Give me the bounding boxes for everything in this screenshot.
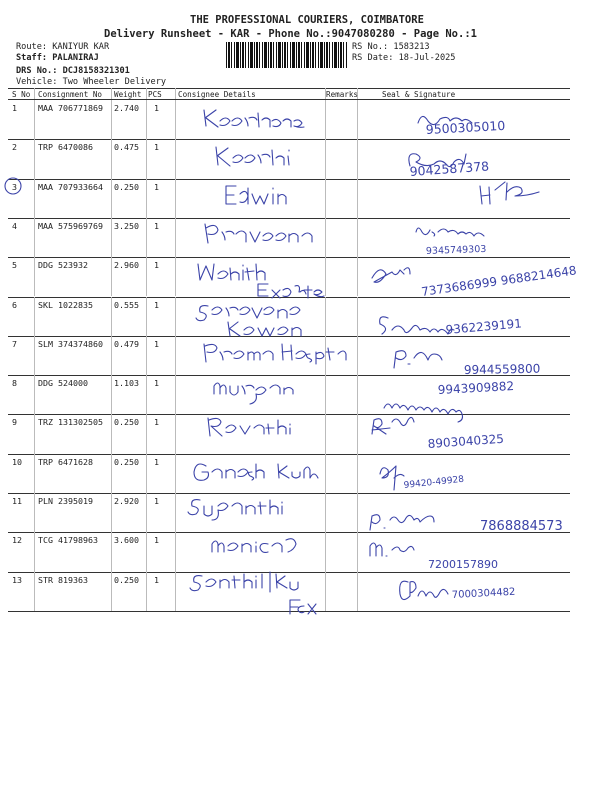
seal-signature: [394, 351, 442, 368]
seal-phone: 9362239191: [445, 316, 523, 337]
rs-date: RS Date: 18-Jul-2025: [352, 53, 456, 63]
consignee-signature: [204, 344, 273, 362]
rs-number: RS No.: 1583213: [352, 42, 430, 52]
cell-pcs: 1: [154, 574, 159, 585]
cell-sno: 11: [12, 496, 22, 506]
drs-label: DRS No.: DCJ8158321301: [16, 66, 130, 76]
seal-phone: 7373686999 9688214648: [420, 263, 578, 299]
cell-consignment: PLN 2395019: [38, 496, 93, 506]
cell-consignment: TRZ 131302505: [38, 417, 103, 428]
cell-sno: 7: [12, 338, 17, 349]
cell-pcs: 1: [154, 181, 159, 192]
consignee-signature: [282, 344, 346, 364]
seal-signature: [416, 228, 484, 236]
cell-sno: 2: [12, 142, 17, 153]
col-header-seal: Seal & Signature: [382, 90, 456, 99]
cell-weight: 2.740: [114, 103, 139, 113]
cell-weight: 0.479: [114, 338, 139, 349]
cell-consignment: MAA 575969769: [38, 220, 103, 231]
cell-sno: 12: [12, 535, 22, 546]
consignee-signature: [190, 572, 298, 592]
consignee-signature: [205, 224, 312, 243]
cell-pcs: 1: [154, 496, 159, 506]
cell-sno: 9: [12, 417, 17, 428]
cell-weight: 0.250: [114, 181, 139, 192]
seal-phone: 7000304482: [451, 586, 516, 601]
col-header-sno: S No: [12, 90, 31, 99]
col-header-pcs: PCS: [148, 90, 162, 99]
cell-consignment: DDG 524000: [38, 378, 88, 389]
seal-signature: [372, 417, 414, 434]
cell-pcs: 1: [154, 103, 159, 113]
staff-label: Staff: PALANIRAJ: [16, 53, 99, 63]
consignee-signature: [290, 600, 316, 614]
cell-weight: 2.920: [114, 496, 139, 506]
consignee-signature: [212, 539, 296, 553]
cell-weight: 3.600: [114, 535, 139, 546]
seal-phone: 9943909882: [437, 379, 515, 397]
seal-signature: [370, 543, 414, 556]
consignee-signature: [226, 186, 286, 204]
cell-sno: 13: [12, 574, 22, 585]
seal-phone: 99420-49928: [403, 474, 465, 491]
seal-phone: 9500305010: [425, 117, 506, 137]
cell-weight: 0.250: [114, 456, 139, 467]
cell-sno: 8: [12, 378, 17, 389]
company-title: THE PROFESSIONAL COURIERS, COIMBATORE: [190, 14, 424, 26]
seal-signature: [400, 581, 448, 599]
cell-pcs: 1: [154, 378, 159, 389]
seal-phone: 9042587378: [409, 158, 490, 179]
seal-signature: [380, 466, 404, 490]
cell-pcs: 1: [154, 260, 159, 271]
col-header-weight: Weight: [114, 90, 142, 99]
cell-weight: 0.475: [114, 142, 139, 153]
cell-pcs: 1: [154, 456, 159, 467]
cell-consignment: SKL 1022835: [38, 299, 93, 310]
cell-sno: 4: [12, 220, 17, 231]
cell-consignment: STR 819363: [38, 574, 88, 585]
cell-weight: 3.250: [114, 220, 139, 231]
consignee-signature: [214, 383, 293, 404]
cell-consignment: TRP 6470086: [38, 142, 93, 153]
seal-phone: 7868884573: [480, 519, 563, 534]
cell-weight: 2.960: [114, 260, 139, 271]
cell-pcs: 1: [154, 535, 159, 546]
cell-consignment: TRP 6471628: [38, 456, 93, 467]
seal-signature: [372, 268, 410, 283]
cell-sno: 5: [12, 260, 17, 271]
cell-pcs: 1: [154, 142, 159, 153]
cell-sno: 3: [12, 181, 17, 192]
runsheet-subtitle: Delivery Runsheet - KAR - Phone No.:9047080280 - Page No.:1: [104, 28, 477, 40]
cell-weight: 0.250: [114, 574, 139, 585]
seal-signature: [480, 182, 539, 204]
vehicle-label: Vehicle: Two Wheeler Delivery: [16, 77, 167, 87]
col-header-consignee: Consignee Details: [178, 90, 256, 99]
col-header-consignment: Consignment No: [38, 90, 103, 99]
cell-consignment: SLM 374374860: [38, 338, 103, 349]
cell-weight: 0.555: [114, 299, 139, 310]
consignee-signature: [188, 500, 282, 520]
circle-mark: [5, 178, 21, 194]
cell-pcs: 1: [154, 220, 159, 231]
seal-phone: 9944559800: [463, 361, 541, 377]
cell-weight: 1.103: [114, 378, 139, 389]
seal-signature: [370, 515, 434, 530]
col-header-remarks: Remarks: [326, 90, 359, 99]
consignee-signature: [216, 147, 289, 166]
route-label: Route: KANIYUR KAR: [16, 42, 110, 52]
seal-phone: 9345749303: [425, 243, 487, 257]
seal-phone: 7200157890: [428, 558, 498, 571]
consignee-signature: [228, 322, 301, 336]
seal-signature: [380, 317, 454, 334]
consignee-signature: [198, 264, 265, 280]
consignee-signature: [278, 464, 318, 478]
cell-pcs: 1: [154, 299, 159, 310]
seal-phone: 8903040325: [427, 431, 505, 451]
cell-consignment: DDG 523932: [38, 260, 88, 271]
cell-pcs: 1: [154, 417, 159, 428]
consignee-signature: [194, 464, 264, 480]
cell-sno: 1: [12, 103, 17, 113]
consignee-signature: [208, 418, 290, 436]
cell-pcs: 1: [154, 338, 159, 349]
cell-sno: 10: [12, 456, 22, 467]
cell-consignment: TCG 41798963: [38, 535, 98, 546]
consignee-signature: [204, 110, 304, 127]
cell-consignment: MAA 706771869: [38, 103, 103, 113]
cell-weight: 0.250: [114, 417, 139, 428]
cell-sno: 6: [12, 299, 17, 310]
consignee-signature: [196, 306, 300, 321]
consignee-signature: [258, 284, 324, 298]
cell-consignment: MAA 707933664: [38, 181, 103, 192]
